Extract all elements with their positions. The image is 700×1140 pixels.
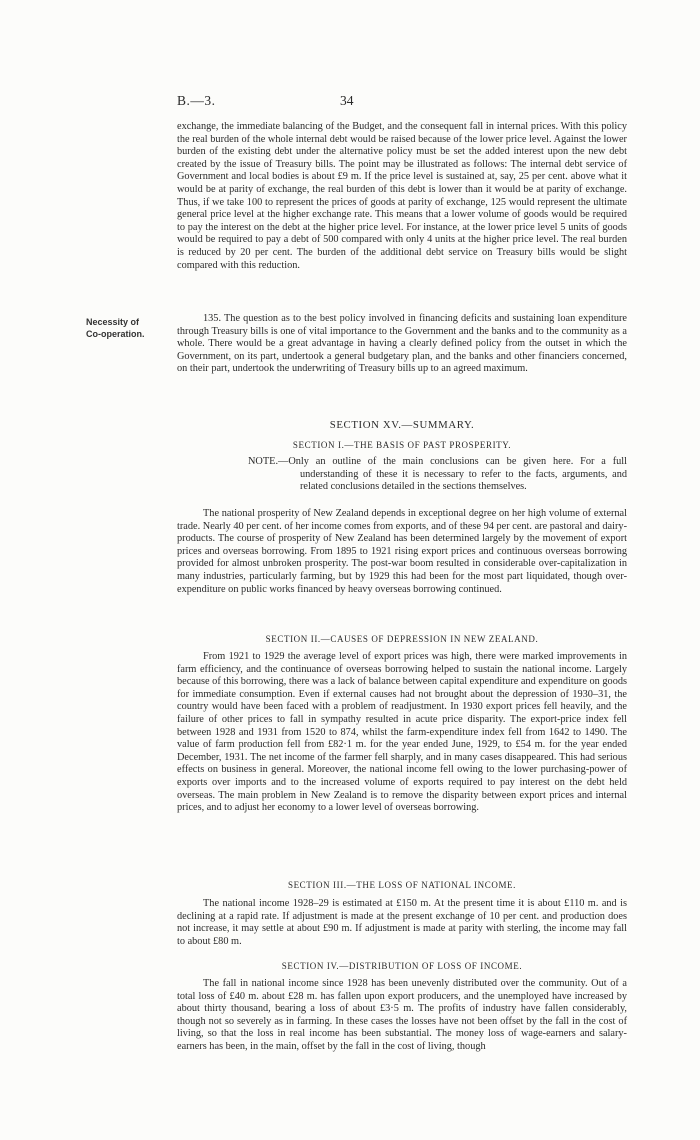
document-reference: B.—3. [177,93,216,108]
section-2-body-block [177,651,627,815]
section-1-body-block [177,508,627,596]
section-2-heading-block [177,634,627,644]
section-4-heading-block [177,961,627,971]
paragraph-135: 135. The question as to the best policy involved in financing deficits and sustaining loan expenditure through Treasury bills is one of vital importance to the Government and the banks and to the community as a whole. There would be a great advantage in having a clearly defined policy from the outset in which the Government, on its part, undertook a general budgetary plan, and the banks and other financiers concerned, on their part, undertook the underwriting of Treasury bills up to an agreed maximum. [177,313,627,375]
page-number: 34 [340,93,354,108]
margin-note [86,316,166,340]
paragraph-exchange: exchange, the immediate balancing of the Budget, and the consequent fall in internal prices. With this policy the real burden of the whole internal debt would be raised because of the lower price level. Against the lower burden of the existing debt under the alternative policy must be set the added interest upon the new debt created by the issue of Treasury bills. The point may be illustrated as follows: The internal debt service of Government and local bodies is about £9 m. If the price level is sustained at, say, 25 per cent. above what it would be at parity of exchange, the real burden of this debt is lower than it would be at parity of exchange. Thus, if we take 100 to represent the prices of goods at parity of exchange, 125 would represent the ultimate general price level at the higher exchange rate. This means that a lower volume of goods would be required to pay the interest on the debt at the higher price level. For instance, at the lower price level 5 units of goods would be required to pay a debt of 500 compared with only 4 units at the higher price level. The real burden is reduced by 20 per cent. The burden of the additional debt service on Treasury bills would be slight compared with this reduction. [177,121,627,271]
section-xv-block [177,419,627,431]
section-4-body: The fall in national income since 1928 has been unevenly distributed over the community. Out of a total loss of £40 m. about £28 m. has fallen upon export producers, and the unemployed have increased by about thirty thousand, bearing a loss of about £3·5 m. The profits of industry have fallen considerably, though not so severely as in farming. In these cases the losses have not been offset by the fall in the cost of living, so that the loss in real income has been substantial. The money loss of wage-earners and salary-earners has been, in the main, offset by the fall in the cost of living, though [177,978,627,1052]
section-3-heading-block [177,880,627,890]
paragraph-continued [177,121,627,272]
section-2-body: From 1921 to 1929 the average level of export prices was high, there were marked improvements in farm efficiency, and the continuance of overseas borrowing helped to sustain the national income. Largely because of this borrowing, there was a lack of balance between capital expenditure and expenditure on goods for immediate consumption. Even if external causes had not brought about the depression of 1930–31, the country would have been faced with a problem of readjustment. In 1930 export prices fell heavily, and the failure of other prices to fall in sympathy resulted in acute price disparity. The export-price index fell between 1928 and 1931 from 1520 to 874, whilst the farm-expenditure index fell from 1642 to 1490. The value of farm production fell from £82·1 m. for the year ended June, 1929, to £54 m. for the year ended December, 1931. The net income of the farmer fell sharply, and in many cases disappeared. This had serious effects on business in general. Moreover, the national income fell owing to the lower purchasing-power of exports over imports and to the increased volume of exports required to pay interest on the debt held overseas. The main problem in New Zealand is to remove the disparity between export prices and internal prices, and to adjust her economy to a lower level of overseas borrowing. [177,651,627,814]
section-4-title: SECTION IV.—DISTRIBUTION OF LOSS OF INCOME. [281,961,523,971]
section-3-body: The national income 1928–29 is estimated at £150 m. At the present time it is about £110 m. and is declining at a rapid rate. If adjustment is made at the present exchange of 10 per cent. and production does not increase, it may settle at about £90 m. If adjustment is made at parity with sterling, the income may fall to about £80 m. [177,898,627,947]
section-1-heading-block [177,440,627,450]
section-4-body-block [177,978,627,1054]
section-1-body: The national prosperity of New Zealand depends in exceptional degree on her high volume of external trade. Nearly 40 per cent. of her income comes from exports, and of these 94 per cent. are pastoral and dairy-products. The course of prosperity of New Zealand has been determined largely by the movement of export prices and overseas borrowing. From 1895 to 1921 rising export prices and continuous overseas borrowing provided for almost unbroken prosperity. The post-war boom resulted in considerable over-capitalization in many industries, particularly farming, but by 1929 this had been for the most part liquidated, though over-expenditure on public works financed by heavy overseas borrowing continued. [177,508,627,595]
summary-note: NOTE.—Only an outline of the main conclusions can be given here. For a full understanding of these it is necessary to refer to the facts, arguments, and related conclusions detailed in the sections themselves. [248,456,627,493]
margin-note-line-1: Necessity of [86,317,140,327]
section-2-title: SECTION II.—CAUSES OF DEPRESSION IN NEW ZEALAND. [265,634,539,644]
section-3-title: SECTION III.—THE LOSS OF NATIONAL INCOME. [287,880,516,890]
margin-note-line-2: Co-operation. [86,329,145,339]
section-1-title: SECTION I.—THE BASIS OF PAST PROSPERITY. [292,440,512,450]
section-title: SECTION XV.—SUMMARY. [329,419,475,431]
section-3-body-block [177,898,627,948]
note-block [177,456,627,494]
paragraph-135-block [177,313,627,376]
